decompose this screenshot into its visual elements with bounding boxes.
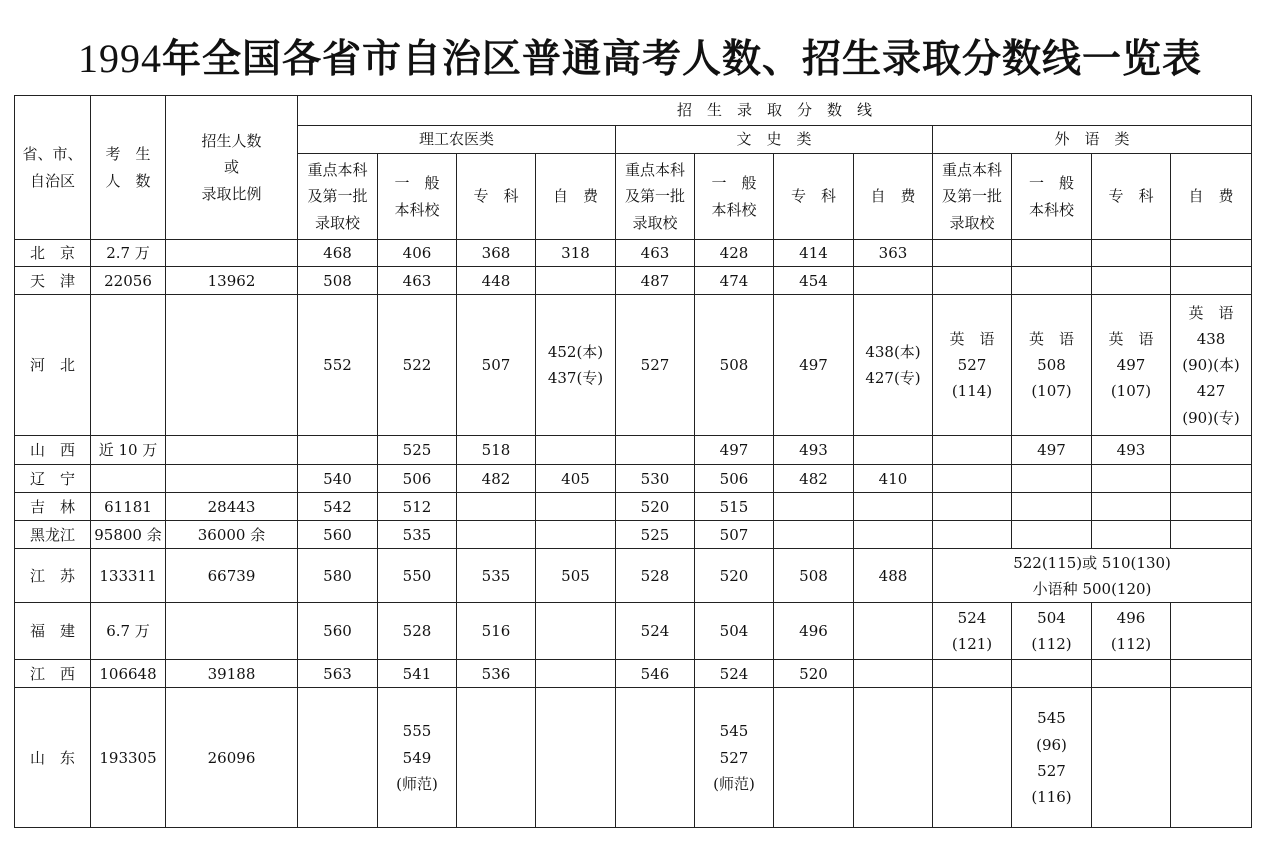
lang-score-cell [1171,493,1252,521]
arts-score-cell: 410 [854,465,933,493]
lang-score-cell [1171,660,1252,688]
province-cell: 江 西 [15,660,91,688]
lang-score-cell [933,688,1012,828]
sci-score-cell [536,688,616,828]
lang-score-merged-cell: 522(115)或 510(130) 小语种 500(120) [933,549,1252,603]
table-row [15,493,1252,521]
enrollment-cell: 13962 [166,267,298,295]
province-cell: 吉 林 [15,493,91,521]
candidates-cell [91,465,166,493]
arts-score-cell [774,521,854,549]
arts-score-cell: 482 [774,465,854,493]
lang-score-cell: 504 (112) [1012,603,1092,660]
table-row [15,603,1252,660]
arts-score-cell: 363 [854,240,933,267]
sci-score-cell [298,688,378,828]
sci-score-cell: 550 [378,549,457,603]
candidates-cell: 6.7 万 [91,603,166,660]
table-row [15,295,1252,436]
province-cell: 天 津 [15,267,91,295]
arts-score-cell: 414 [774,240,854,267]
sci-score-cell: 448 [457,267,536,295]
candidates-cell: 2.7 万 [91,240,166,267]
arts-score-cell: 497 [695,436,774,465]
arts-score-cell: 504 [695,603,774,660]
header-arts-junior: 专 科 [774,154,854,240]
arts-score-cell: 493 [774,436,854,465]
header-group-language: 外 语 类 [933,126,1252,154]
arts-score-cell: 463 [616,240,695,267]
header-sci-general: 一 般 本科校 [378,154,457,240]
lang-score-cell [1171,465,1252,493]
enrollment-cell: 28443 [166,493,298,521]
lang-score-cell [1171,521,1252,549]
lang-score-cell [933,240,1012,267]
page-title [0,28,1280,84]
sci-score-cell: 463 [378,267,457,295]
lang-score-cell [1092,465,1171,493]
arts-score-cell [854,688,933,828]
lang-score-cell [933,267,1012,295]
arts-score-cell [854,436,933,465]
arts-score-cell [854,660,933,688]
header-enrollment: 招生人数 或 录取比例 [166,96,298,240]
sci-score-cell: 535 [378,521,457,549]
lang-score-cell: 英 语 438 (90)(本) 427 (90)(专) [1171,295,1252,436]
sci-score-cell: 368 [457,240,536,267]
sci-score-cell: 560 [298,603,378,660]
lang-score-cell [933,493,1012,521]
lang-score-cell [1012,660,1092,688]
province-cell: 河 北 [15,295,91,436]
candidates-cell: 22056 [91,267,166,295]
arts-score-cell: 487 [616,267,695,295]
enrollment-cell [166,465,298,493]
sci-score-cell: 468 [298,240,378,267]
sci-score-cell: 516 [457,603,536,660]
lang-score-cell [1171,688,1252,828]
sci-score-cell: 536 [457,660,536,688]
enrollment-cell: 39188 [166,660,298,688]
sci-score-cell [457,493,536,521]
candidates-cell: 106648 [91,660,166,688]
header-arts-key: 重点本科 及第一批 录取校 [616,154,695,240]
lang-score-cell [933,436,1012,465]
arts-score-cell: 438(本) 427(专) [854,295,933,436]
lang-score-cell [1092,521,1171,549]
arts-score-cell [854,603,933,660]
table-row [15,688,1252,828]
arts-score-cell: 524 [616,603,695,660]
sci-score-cell: 512 [378,493,457,521]
sci-score-cell: 482 [457,465,536,493]
candidates-cell: 133311 [91,549,166,603]
header-group-arts: 文 史 类 [616,126,933,154]
province-cell: 北 京 [15,240,91,267]
lang-score-cell [1171,267,1252,295]
header-sci-selfpaid: 自 费 [536,154,616,240]
candidates-cell [91,295,166,436]
score-table [14,95,1252,828]
candidates-cell: 95800 余 [91,521,166,549]
lang-score-cell [1092,493,1171,521]
arts-score-cell [774,688,854,828]
title-text: 年全国各省市自治区普通高考人数、招生录取分数线一览表 [161,37,1202,82]
arts-score-cell [854,267,933,295]
province-cell: 山 西 [15,436,91,465]
header-sci-key: 重点本科 及第一批 录取校 [298,154,378,240]
sci-score-cell [536,493,616,521]
sci-score-cell [536,660,616,688]
province-cell: 山 东 [15,688,91,828]
arts-score-cell: 545 527 (师范) [695,688,774,828]
table-row [15,436,1252,465]
table-row [15,267,1252,295]
arts-score-cell: 496 [774,603,854,660]
arts-score-cell: 506 [695,465,774,493]
header-score-lines: 招 生 录 取 分 数 线 [298,96,1252,126]
sci-score-cell: 318 [536,240,616,267]
arts-score-cell: 497 [774,295,854,436]
arts-score-cell: 508 [774,549,854,603]
lang-score-cell: 英 语 497 (107) [1092,295,1171,436]
sci-score-cell [536,436,616,465]
lang-score-cell: 英 语 508 (107) [1012,295,1092,436]
sci-score-cell [298,436,378,465]
enrollment-cell: 36000 余 [166,521,298,549]
lang-score-cell: 英 语 527 (114) [933,295,1012,436]
sci-score-cell: 528 [378,603,457,660]
enrollment-cell [166,240,298,267]
enrollment-cell [166,436,298,465]
header-sci-junior: 专 科 [457,154,536,240]
province-cell: 福 建 [15,603,91,660]
enrollment-cell [166,603,298,660]
sci-score-cell: 555 549 (师范) [378,688,457,828]
candidates-cell: 近 10 万 [91,436,166,465]
sci-score-cell [536,267,616,295]
sci-score-cell: 540 [298,465,378,493]
lang-score-cell [1012,465,1092,493]
sci-score-cell: 525 [378,436,457,465]
sci-score-cell: 560 [298,521,378,549]
arts-score-cell: 524 [695,660,774,688]
arts-score-cell: 454 [774,267,854,295]
sci-score-cell: 452(本) 437(专) [536,295,616,436]
sci-score-cell: 580 [298,549,378,603]
header-lang-selfpaid: 自 费 [1171,154,1252,240]
table-row [15,521,1252,549]
arts-score-cell: 546 [616,660,695,688]
arts-score-cell: 527 [616,295,695,436]
lang-score-cell [1012,267,1092,295]
sci-score-cell: 552 [298,295,378,436]
sci-score-cell: 535 [457,549,536,603]
lang-score-cell: 496 (112) [1092,603,1171,660]
sci-score-cell: 505 [536,549,616,603]
header-lang-general: 一 般 本科校 [1012,154,1092,240]
table-row [15,465,1252,493]
lang-score-cell: 545 (96) 527 (116) [1012,688,1092,828]
arts-score-cell: 525 [616,521,695,549]
sci-score-cell: 405 [536,465,616,493]
arts-score-cell: 520 [616,493,695,521]
lang-score-cell [933,465,1012,493]
lang-score-cell [933,660,1012,688]
province-cell: 黑龙江 [15,521,91,549]
arts-score-cell: 474 [695,267,774,295]
enrollment-cell: 26096 [166,688,298,828]
header-province: 省、市、 自治区 [15,96,91,240]
sci-score-cell: 506 [378,465,457,493]
table-row [15,549,1252,603]
table-row [15,240,1252,267]
lang-score-cell [1092,240,1171,267]
header-group-science: 理工农医类 [298,126,616,154]
lang-score-cell [1012,240,1092,267]
arts-score-cell: 520 [695,549,774,603]
sci-score-cell [536,521,616,549]
sci-score-cell: 507 [457,295,536,436]
arts-score-cell: 528 [616,549,695,603]
header-lang-key: 重点本科 及第一批 录取校 [933,154,1012,240]
lang-score-cell: 524 (121) [933,603,1012,660]
candidates-cell: 193305 [91,688,166,828]
arts-score-cell: 428 [695,240,774,267]
enrollment-cell: 66739 [166,549,298,603]
arts-score-cell: 520 [774,660,854,688]
lang-score-cell [1012,521,1092,549]
header-arts-general: 一 般 本科校 [695,154,774,240]
arts-score-cell [774,493,854,521]
sci-score-cell [457,521,536,549]
lang-score-cell [1012,493,1092,521]
title-year: 1994 [77,36,162,81]
arts-score-cell: 488 [854,549,933,603]
sci-score-cell: 508 [298,267,378,295]
sci-score-cell: 542 [298,493,378,521]
sci-score-cell: 406 [378,240,457,267]
province-cell: 辽 宁 [15,465,91,493]
arts-score-cell: 507 [695,521,774,549]
arts-score-cell [616,688,695,828]
province-cell: 江 苏 [15,549,91,603]
sci-score-cell: 541 [378,660,457,688]
arts-score-cell [616,436,695,465]
sci-score-cell: 563 [298,660,378,688]
arts-score-cell [854,521,933,549]
sci-score-cell: 522 [378,295,457,436]
header-arts-selfpaid: 自 费 [854,154,933,240]
arts-score-cell: 508 [695,295,774,436]
table-row [15,660,1252,688]
lang-score-cell [1092,267,1171,295]
lang-score-cell: 493 [1092,436,1171,465]
lang-score-cell [1171,603,1252,660]
header-candidates: 考 生 人 数 [91,96,166,240]
arts-score-cell: 530 [616,465,695,493]
lang-score-cell [1171,436,1252,465]
sci-score-cell [457,688,536,828]
lang-score-cell [1092,688,1171,828]
lang-score-cell [933,521,1012,549]
header-lang-junior: 专 科 [1092,154,1171,240]
candidates-cell: 61181 [91,493,166,521]
sci-score-cell: 518 [457,436,536,465]
enrollment-cell [166,295,298,436]
lang-score-cell [1171,240,1252,267]
arts-score-cell: 515 [695,493,774,521]
sci-score-cell [536,603,616,660]
lang-score-cell [1092,660,1171,688]
lang-score-cell: 497 [1012,436,1092,465]
arts-score-cell [854,493,933,521]
